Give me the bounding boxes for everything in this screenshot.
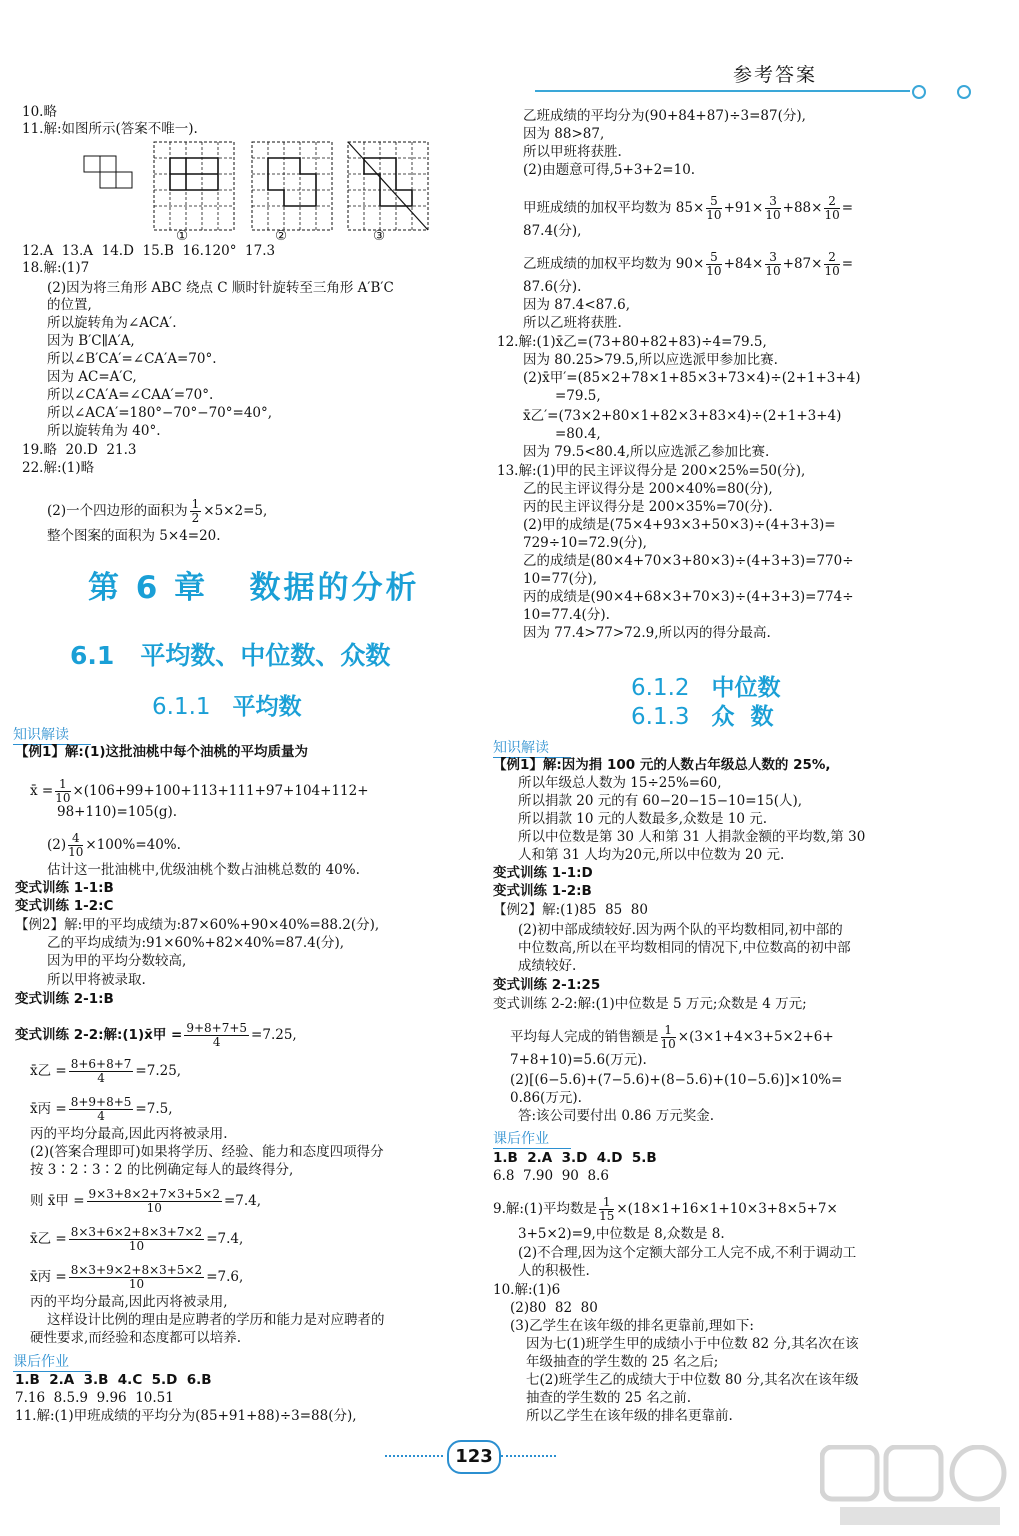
fraction-num: 1 <box>55 778 70 792</box>
fraction <box>765 195 780 222</box>
fraction <box>599 1196 614 1223</box>
text-seg: x̄乙 = <box>30 1063 67 1079</box>
text-seg: x̄ = <box>30 783 54 799</box>
text-line: 丙的成绩是(90×4+68×3+70×3)÷(4+3+3)=774÷ <box>523 589 854 605</box>
text-line: 年级抽查的学生数的 25 名之后; <box>526 1354 719 1370</box>
text-seg: =7.6, <box>206 1269 244 1285</box>
subsection-title-3 <box>631 698 773 731</box>
subsection-name: 众 数 <box>711 704 774 730</box>
fraction-num: 5 <box>706 195 721 209</box>
text-line: 所以年级总人数为 15÷25%=60, <box>518 775 722 791</box>
text-line: 98+110)=105(g). <box>57 804 178 820</box>
watermark-logo <box>820 1445 1010 1530</box>
fraction-num: 2 <box>824 251 839 265</box>
fraction <box>68 832 83 859</box>
page-number: 123 <box>447 1440 501 1474</box>
text-line: (2)甲的成绩是(75×4+93×3+50×3)÷(4+3+3)= <box>523 517 836 533</box>
text-line: 729÷10=72.9(分), <box>523 535 647 551</box>
text-line: (2)因为将三角形 ABC 绕点 C 顺时针旋转至三角形 A′B′C <box>47 280 394 296</box>
text-line: 抽查的学生数的 25 名之前. <box>526 1390 692 1406</box>
subsection-number: 6.1.1 <box>152 694 211 720</box>
text-line: 按 3∶2∶3∶2 的比例确定每人的最终得分, <box>30 1162 294 1178</box>
text-line <box>30 1226 243 1253</box>
grid-label-3: ③ <box>373 228 386 244</box>
text-seg: x̄乙 = <box>30 1231 67 1247</box>
text-seg: ×(18×1+16×1+10×3+8×5+7× <box>616 1201 838 1217</box>
grid-figure <box>80 140 460 242</box>
text-line <box>15 1022 297 1049</box>
text-line: 所以乙班将获胜. <box>523 315 622 331</box>
homework-tag: 课后作业 <box>13 1351 91 1372</box>
header-circle-2 <box>957 85 971 99</box>
text-line: 硬性要求,而经验和态度都可以培养. <box>30 1330 242 1346</box>
text-line: 整个图案的面积为 5×4=20. <box>47 528 221 544</box>
header-rule <box>535 90 910 92</box>
text-line: 12.解:(1)x̄乙=(73+80+82+83)÷4=79.5, <box>497 334 767 350</box>
text-seg: 甲班成绩的加权平均数为 85× <box>523 200 705 216</box>
text-line: 变式训练 1-1:B <box>15 880 114 896</box>
fraction-num: 1 <box>661 1024 676 1038</box>
subsection-number: 6.1.2 <box>631 675 690 701</box>
text-line: 答:该公司要付出 0.86 万元奖金. <box>518 1108 714 1124</box>
text-line <box>30 1096 173 1123</box>
text-line: 【例2】解:(1)85 85 80 <box>493 902 648 918</box>
text-seg: =7.4, <box>223 1193 262 1209</box>
text-line: 这样设计比例的理由是应聘者的学历和能力是对应聘者的 <box>47 1312 385 1328</box>
text-line: 11.解:如图所示(答案不唯一). <box>22 121 198 137</box>
subsection-name: 平均数 <box>232 694 302 720</box>
text-line <box>47 498 267 525</box>
fraction-den: 2 <box>191 511 200 525</box>
text-line <box>523 195 853 222</box>
text-line: 1.B 2.A 3.D 4.D 5.B <box>493 1150 657 1166</box>
text-line: 7.16 8.5.9 9.96 10.51 <box>15 1390 174 1406</box>
fraction-den: 10 <box>706 208 722 222</box>
fraction-den: 10 <box>706 264 722 278</box>
fraction <box>824 195 839 222</box>
text-seg: (2) <box>47 837 67 853</box>
text-seg: 则 x̄甲 = <box>30 1193 85 1209</box>
text-line: 乙的民主评议得分是 200×40%=80(分), <box>523 481 773 497</box>
text-line: 七(2)班学生乙的成绩大于中位数 80 分,其名次在该年级 <box>526 1372 859 1388</box>
fraction-den: 4 <box>97 1071 105 1085</box>
text-line: (2)初中部成绩较好.因为两个队的平均数相同,初中部的 <box>518 922 843 938</box>
fraction-den: 10 <box>660 1037 676 1051</box>
text-line: 因为 88>87, <box>523 126 605 142</box>
text-line: x̄乙′=(73×2+80×1+82×3+83×4)÷(2+1+3+4) <box>523 408 842 424</box>
fraction-num: 3 <box>765 251 780 265</box>
fraction <box>661 1024 676 1051</box>
text-seg: = <box>841 256 854 272</box>
fraction <box>184 1022 249 1049</box>
text-line: 3+5×2)=9,中位数是 8,众数是 8. <box>518 1226 725 1242</box>
subsection-title-1 <box>152 688 301 721</box>
fraction-den: 10 <box>765 264 781 278</box>
text-seg: = <box>841 200 854 216</box>
text-line: 1.B 2.A 3.B 4.C 5.D 6.B <box>15 1372 212 1388</box>
header-title: 参考答案 <box>733 64 818 86</box>
text-seg: ×100%=40%. <box>85 837 181 853</box>
text-line: 人和第 31 人均为20元,所以中位数为 20 元. <box>518 847 785 863</box>
subsection-name: 中位数 <box>711 675 781 701</box>
text-seg: 9.解:(1)平均数是 <box>493 1201 598 1217</box>
text-seg: 乙班成绩的加权平均数为 90× <box>523 256 705 272</box>
fraction-num: 4 <box>68 832 83 846</box>
fraction-num: 9+8+7+5 <box>186 1021 248 1035</box>
text-line: 13.解:(1)甲的民主评议得分是 200×25%=50(分), <box>497 463 806 479</box>
text-line <box>30 778 369 805</box>
fraction <box>69 1096 134 1123</box>
text-line: 乙的成绩是(80×4+70×3+80×3)÷(4+3+3)=770÷ <box>523 553 854 569</box>
text-seg: =7.25, <box>251 1027 297 1043</box>
fraction <box>824 251 839 278</box>
text-seg: =7.5, <box>135 1101 173 1117</box>
fraction-den: 10 <box>824 208 840 222</box>
fraction-den: 10 <box>146 1201 162 1215</box>
text-line: 所以捐款 10 元的人数最多,众数是 10 元. <box>518 811 768 827</box>
section-title: 6.1 平均数、中位数、众数 <box>70 641 391 670</box>
knowledge-tag: 知识解读 <box>13 724 91 745</box>
text-line: 因为 AC=A′C, <box>47 369 137 385</box>
text-line: 【例1】解:因为捐 100 元的人数占年级总人数的 25%, <box>493 757 831 773</box>
text-line: 变式训练 2-1:B <box>15 991 114 1007</box>
text-line: 因为七(1)班学生甲的成绩小于中位数 82 分,其名次在该 <box>526 1336 859 1352</box>
text-line: (2)(答案合理即可)如果将学历、经验、能力和态度四项得分 <box>30 1144 384 1160</box>
fraction-num: 3 <box>765 195 780 209</box>
text-line: 丙的平均分最高,因此丙将被录用, <box>30 1294 228 1310</box>
text-line: 乙的平均成绩为:91×60%+82×40%=87.4(分), <box>47 935 345 951</box>
fraction-den: 10 <box>824 264 840 278</box>
fraction <box>87 1188 222 1215</box>
text-seg: 平均每人完成的销售额是 <box>510 1029 659 1045</box>
text-line: 的位置, <box>47 297 92 313</box>
text-line: 【例1】解:(1)这批油桃中每个油桃的平均质量为 <box>15 744 309 760</box>
fraction-den: 10 <box>765 208 781 222</box>
knowledge-tag: 知识解读 <box>493 737 571 758</box>
text-line: 变式训练 1-1:D <box>493 865 593 881</box>
text-line: 变式训练 2-2:解:(1)中位数是 5 万元;众数是 4 万元; <box>493 996 807 1012</box>
fraction <box>69 1264 204 1291</box>
text-line: 因为 B′C∥A′A, <box>47 333 135 349</box>
text-seg: +84× <box>723 256 764 272</box>
fraction <box>55 778 70 805</box>
text-line <box>30 1058 181 1085</box>
text-line <box>47 832 181 859</box>
text-line: 18.解:(1)7 <box>22 260 90 276</box>
text-seg: 变式训练 2-2:解:(1)x̄甲 = <box>15 1027 183 1043</box>
grid-label-1: ① <box>176 228 189 244</box>
text-line: 丙的平均分最高,因此丙将被录用. <box>30 1126 228 1142</box>
text-line: 87.6(分). <box>523 279 582 295</box>
fraction-num: 8+6+8+7 <box>70 1057 132 1071</box>
fraction <box>765 251 780 278</box>
grid-label-2: ② <box>275 228 288 244</box>
text-seg: +88× <box>782 200 823 216</box>
text-line: 人的积极性. <box>518 1263 590 1279</box>
text-line: 乙班成绩的平均分为(90+84+87)÷3=87(分), <box>523 108 806 124</box>
fraction-num: 1 <box>191 497 200 511</box>
text-seg: x̄丙 = <box>30 1101 67 1117</box>
text-line: 10.略 <box>22 104 57 120</box>
text-seg: ×(3×1+4×3+5×2+6+ <box>677 1029 834 1045</box>
text-line <box>510 1024 834 1051</box>
text-line: 19.略 20.D 21.3 <box>22 442 137 458</box>
text-line <box>30 1188 261 1215</box>
text-seg: +91× <box>723 200 764 216</box>
fraction-num: 5 <box>706 251 721 265</box>
text-line: 所以旋转角为 40°. <box>47 423 161 439</box>
text-line: 0.86(万元). <box>510 1090 582 1106</box>
text-line: 10=77(分), <box>523 571 597 587</box>
text-line: =80.4, <box>555 426 601 442</box>
text-line: 7+8+10)=5.6(万元). <box>510 1052 647 1068</box>
header-circle-1 <box>912 85 926 99</box>
text-line: 10=77.4(分). <box>523 607 610 623</box>
text-line: 87.4(分), <box>523 223 582 239</box>
fraction-num: 8×3+6×2+8×3+7×2 <box>70 1225 203 1239</box>
fraction-num: 8×3+9×2+8×3+5×2 <box>70 1263 203 1277</box>
text-line: =79.5, <box>555 388 601 404</box>
fraction-den: 4 <box>212 1035 221 1049</box>
text-line: 10.解:(1)6 <box>493 1282 561 1298</box>
fraction-den: 10 <box>55 791 71 805</box>
footer-dots-left <box>385 1455 443 1457</box>
text-seg: ×5×2=5, <box>203 503 268 519</box>
text-line: 因为甲的平均分数较高, <box>47 953 187 969</box>
fraction <box>69 1058 134 1085</box>
text-seg: ×(106+99+100+113+111+97+104+112+ <box>72 783 369 799</box>
fraction-num: 9×3+8×2+7×3+5×2 <box>88 1187 220 1201</box>
text-line: 因为 79.5<80.4,所以应选派乙参加比赛. <box>523 444 770 460</box>
chapter-title: 第 6 章 数据的分析 <box>88 570 420 606</box>
text-line: (2)80 82 80 <box>510 1300 598 1316</box>
text-line: 因为 80.25>79.5,所以应选派甲参加比赛. <box>523 352 778 368</box>
text-line: 所以乙学生在该年级的排名更靠前. <box>526 1408 733 1424</box>
text-line: 因为 77.4>77>72.9,所以丙的得分最高. <box>523 625 771 641</box>
text-line <box>523 251 853 278</box>
text-line: (2)不合理,因为这个定额大部分工人完不成,不利于调动工 <box>518 1245 857 1261</box>
text-line: 所以∠B′CA′=∠CA′A=70°. <box>47 351 217 367</box>
footer-dots-right <box>501 1455 556 1457</box>
text-line: 估计这一批油桃中,优级油桃个数占油桃总数的 40%. <box>47 862 360 878</box>
fraction <box>69 1226 204 1253</box>
text-line: 成绩较好. <box>518 958 577 974</box>
text-line: 所以∠ACA′=180°−70°−70°=40°, <box>47 405 273 421</box>
fraction <box>190 498 202 525</box>
text-line: 变式训练 1-2:C <box>15 898 114 914</box>
text-line: 所以捐款 20 元的有 60−20−15−10=15(人), <box>518 793 803 809</box>
text-line: 所以甲班将获胜. <box>523 144 622 160</box>
fraction-num: 8+9+8+5 <box>70 1095 132 1109</box>
text-line: 所以∠CA′A=∠CAA′=70°. <box>47 387 214 403</box>
fraction-num: 2 <box>824 195 839 209</box>
fraction <box>706 195 721 222</box>
text-line: 所以中位数是第 30 人和第 31 人捐款金额的平均数,第 30 <box>518 829 866 845</box>
text-seg: +87× <box>782 256 823 272</box>
text-line: 6.8 7.90 90 8.6 <box>493 1168 609 1184</box>
fraction-den: 15 <box>599 1209 615 1223</box>
text-line: 所以旋转角为∠ACA′. <box>47 315 177 331</box>
fraction-den: 10 <box>128 1277 145 1291</box>
text-line: (2)x̄甲′=(85×2+78×1+85×3+73×4)÷(2+1+3+4) <box>523 370 861 386</box>
fraction-num: 1 <box>599 1196 614 1210</box>
text-line: 22.解:(1)略 <box>22 460 95 476</box>
text-line: (2)由题意可得,5+3+2=10. <box>523 162 696 178</box>
text-line: 12.A 13.A 14.D 15.B 16.120° 17.3 <box>22 243 276 259</box>
text-line <box>30 1264 243 1291</box>
text-line: 所以甲将被录取. <box>47 972 146 988</box>
text-line: 中位数高,所以在平均数相同的情况下,中位数高的初中部 <box>518 940 851 956</box>
text-line: 【例2】解:甲的平均成绩为:87×60%+90×40%=88.2(分), <box>15 917 380 933</box>
text-line: (3)乙学生在该年级的排名更靠前,理如下: <box>510 1318 754 1334</box>
text-line: (2)[(6−5.6)+(7−5.6)+(8−5.6)+(10−5.6)]×10%= <box>510 1072 843 1088</box>
fraction-den: 10 <box>68 845 84 859</box>
text-line: 变式训练 1-2:B <box>493 883 592 899</box>
text-seg: =7.25, <box>135 1063 182 1079</box>
subsection-number: 6.1.3 <box>631 704 690 730</box>
fraction-den: 10 <box>128 1239 145 1253</box>
fraction <box>706 251 721 278</box>
text-line: 因为 87.4<87.6, <box>523 297 631 313</box>
text-line: 变式训练 2-1:25 <box>493 977 601 993</box>
text-line <box>493 1196 838 1223</box>
text-seg: =7.4, <box>206 1231 244 1247</box>
homework-tag: 课后作业 <box>493 1128 571 1149</box>
text-seg: (2)一个四边形的面积为 <box>47 503 188 519</box>
text-line: 丙的民主评议得分是 200×35%=70(分). <box>523 499 773 515</box>
text-seg: x̄丙 = <box>30 1269 67 1285</box>
text-line: 11.解:(1)甲班成绩的平均分为(85+91+88)÷3=88(分), <box>15 1408 357 1424</box>
fraction-den: 4 <box>97 1109 105 1123</box>
